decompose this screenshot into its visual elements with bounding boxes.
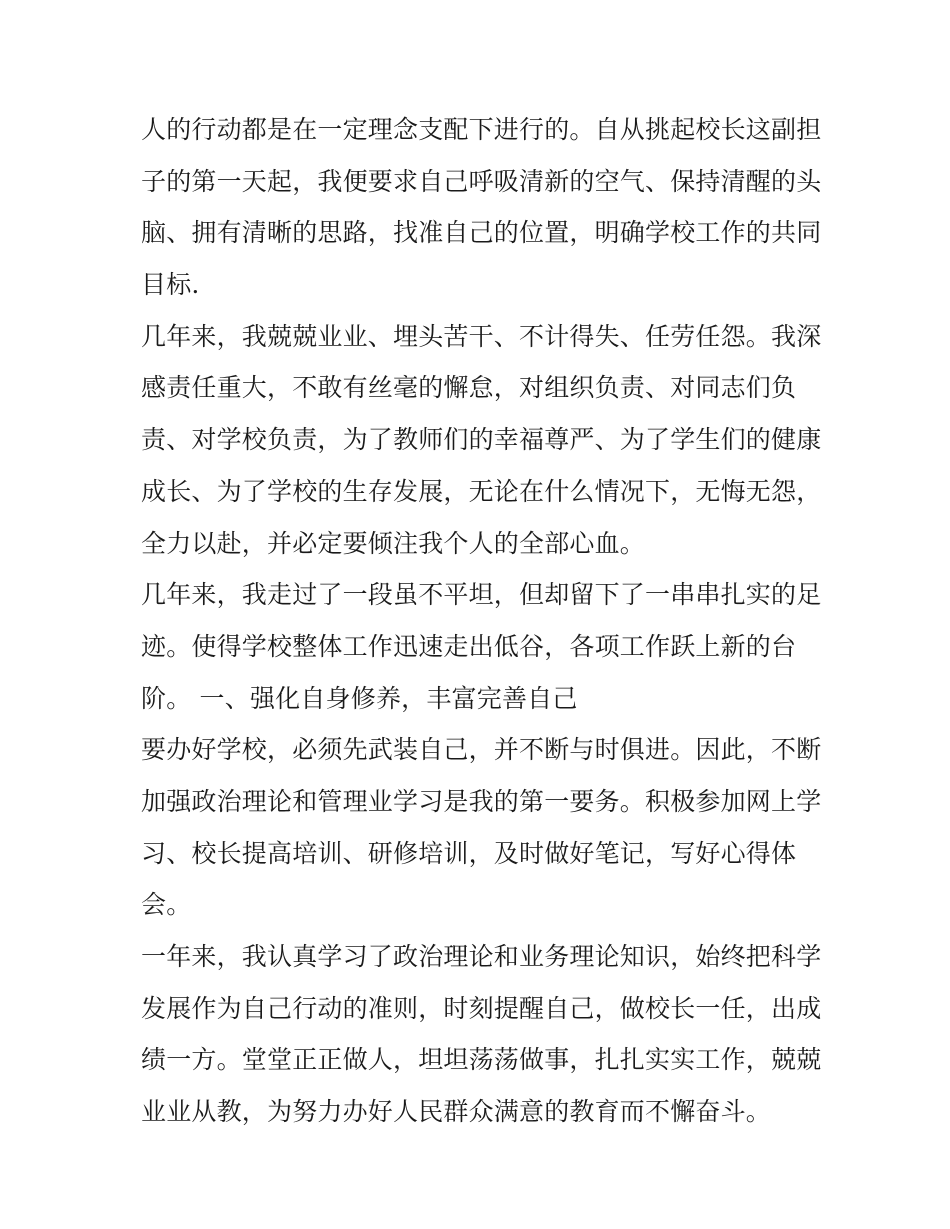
document-body bbox=[141, 104, 822, 1138]
text-line: 责、对学校负责，为了教师们的幸福尊严、为了学生们的健康 bbox=[141, 425, 822, 455]
text-line: 脑、拥有清晰的思路，找准自己的位置，明确学校工作的共同 bbox=[141, 218, 822, 248]
text-line: 迹。使得学校整体工作迅速走出低谷，各项工作跃上新的台 bbox=[141, 631, 797, 661]
text-line: 成长、为了学校的生存发展，无论在什么情况下，无悔无怨， bbox=[141, 476, 822, 506]
text-line: 目标. bbox=[141, 270, 200, 300]
text-line: 会。 bbox=[141, 890, 192, 920]
text-line: 绩一方。堂堂正正做人，坦坦荡荡做事，扎扎实实工作，兢兢 bbox=[141, 1045, 822, 1075]
text-line: 加强政治理论和管理业学习是我的第一要务。积极参加网上学 bbox=[141, 786, 822, 816]
text-line: 一年来，我认真学习了政治理论和业务理论知识，始终把科学 bbox=[141, 942, 822, 971]
text-line: 几年来，我走过了一段虽不平坦，但却留下了一串串扎实的足 bbox=[141, 580, 822, 610]
text-line: 感责任重大，不敢有丝毫的懈怠，对组织负责、对同志们负 bbox=[141, 373, 797, 403]
text-line: 几年来，我兢兢业业、埋头苦干、不计得失、任劳任怨。我深 bbox=[141, 321, 822, 351]
text-line: 阶。 一、强化自身修养，丰富完善自己 bbox=[141, 683, 578, 713]
text-line: 要办好学校，必须先武装自己，并不断与时俱进。因此，不断 bbox=[141, 735, 822, 765]
text-line: 全力以赴，并必定要倾注我个人的全部心血。 bbox=[141, 528, 646, 558]
text-line: 习、校长提高培训、研修培训，及时做好笔记，写好心得体 bbox=[141, 838, 797, 868]
text-line: 人的行动都是在一定理念支配下进行的。自从挑起校长这副担 bbox=[141, 115, 822, 144]
text-line: 子的第一天起，我便要求自己呼吸清新的空气、保持清醒的头 bbox=[141, 166, 822, 196]
text-line: 业业从教，为努力办好人民群众满意的教育而不懈奋斗。 bbox=[141, 1097, 772, 1127]
text-line: 发展作为自己行动的准则，时刻提醒自己，做校长一任，出成 bbox=[141, 993, 822, 1023]
